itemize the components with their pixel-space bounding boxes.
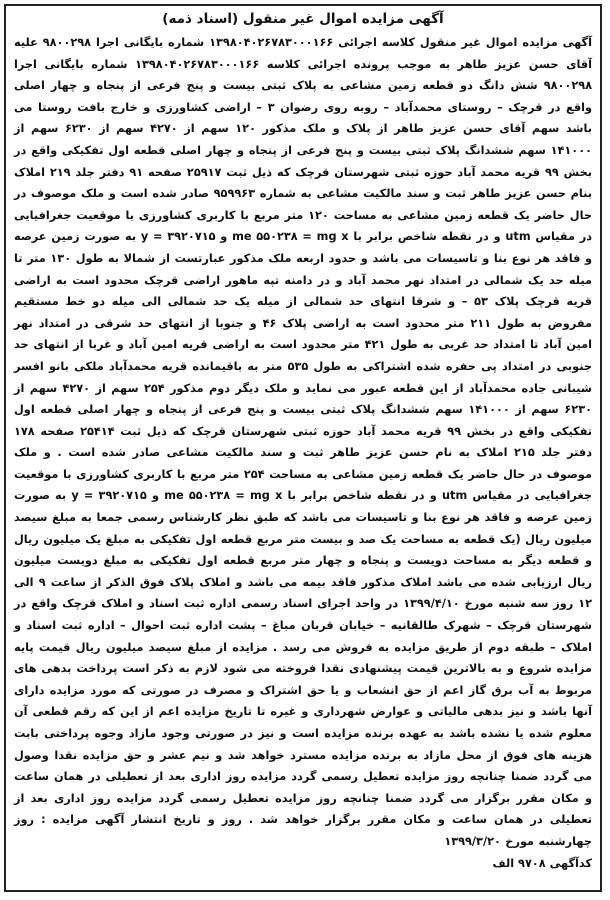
auction-notice — [4, 4, 602, 892]
notice-code: کدآگهی ۹۷۰۸ الف — [492, 856, 592, 870]
notice-title: آگهی مزایده اموال غیر منقول (اسناد ذمه) — [162, 11, 444, 27]
notice-body: آگهی مزایده اموال غیر منقول کلاسه اجرائی ۱۳۹۸۰۴۰۲۶۷۸۳۰۰۰۱۶۶ شماره بایگانی اجرا ۹۸۰۰۲۹۸ علیه آقای حسن عزیز طاهر به موجب پرونده اجرائی کلاسه ۱۳۹۸۰۴۰۲۶۷۸۳۰۰۰۱۶۶ شماره بایگانی اجرا ۹۸۰۰۲۹۸ شش دانگ دو قطعه زمین مشاعی به پلاک ثبتی بیست و پنج فرعی از پنجاه و چهار اصلی واقع در قرچک – روستای محمدآباد – روبه روی رضوان ۳ – اراضی کشاورزی و خارج بافت روستا می باشد سهم آقای حسن عزیز طاهر از پلاک و ملک مذکور ۱۲۰ سهم از ۴۲۷۰ سهم از ۶۲۳۰ سهم از ۱۴۱۰۰۰ سهم ششدانگ پلاک ثبتی بیست و پنج فرعی از پنجاه و چهار اصلی قطعه اول تفکیکی واقع در بخش ۹۹ قریه محمد آباد حوزه ثبتی شهرستان قرچک که ذیل ثبت ۲۵۹۱۷ صفحه ۹۱ دفتر جلد ۲۱۹ املاک بنام حسن عزیز طاهر ثبت و سند مالکیت مشاعی به شماره ۹۵۹۹۶۳ صادر شده است و ملک موصوف در حال حاضر یک قطعه زمین مشاعی به مساحت ۱۲۰ متر مربع با کاربری کشاورزی با موقعیت جغرافیایی در مقیاس utm و در نقطه شاخص برابر با me ۵۵۰۲۳۸ = mg x و ۳۹۲۰۷۱۵ = y به صورت زمین عرصه و فاقد هر نوع بنا و تاسیسات می باشد و حدود اربعه ملک مذکور عبارتست از شمالا به طول ۱۳۰ متر تا میله حد یک شمالی در امتداد نهر محمد آباد و در دامنه تپه ماهور اراضی قرچک محدود است به اراضی قریه قرچک پلاک ۵۳ – و شرقا انتهای حد شمالی از میله یک حد شمالی الی میله دو خط مستقیم مفروض به طول ۲۱۱ متر محدود است به اراضی پلاک ۴۶ و جنوبا از انتهای حد شرقی در امتداد نهر امین آباد تا امتداد حد غربی به طول ۴۲۱ متر محدود است به اراضی قریه امین آباد و غربا از انتهای حد جنوبی در امتداد پی حفره شده اشتراکی به طول ۵۳۵ متر به باقیمانده قریه محمدآباد ملکی بانو افسر شیبانی جاده محمدآباد از این قطعه عبور می نماید و ملک دیگر دوم مذکور ۲۵۴ سهم از ۴۲۷۰ سهم از ۶۲۳۰ سهم از ۱۴۱۰۰۰ سهم ششدانگ پلاک ثبتی بیست و پنج فرعی از پنجاه و چهار اصلی قطعه اول تفکیکی واقع در بخش ۹۹ قریه محمد آباد حوزه ثبتی شهرستان قرچک که ذیل ثبت ۲۵۴۱۴ صفحه ۱۷۸ دفتر جلد ۲۱۵ املاک به نام حسن عزیز طاهر ثبت و سند مالکیت مشاعی صادر شده است . و ملک موصوف در حال حاضر یک قطعه زمین مشاعی به مساحت ۲۵۴ متر مربع با کاربری کشاورزی با موقعیت جغرافیایی در مقیاس utm و در نقطه شاخص برابر با me ۵۵۰۲۳۸ = mg x و ۳۹۲۰۷۱۵ = y به صورت زمین عرصه و فاقد هر نوع بنا و تاسیسات می باشد که طبق نظر کارشناس رسمی جمعا به مبلغ سیصد میلیون ریال (یک قطعه به مساحت یک صد و بیست متر مربع قطعه اول تفکیکی به مبلغ یک میلیون ریال و قطعه دیگر به مساحت دویست و پنجاه و چهار متر مربع قطعه اول تفکیکی به مبلغ دویست میلیون ریال ارزیابی شده می باشد املاک مذکور فاقد بیمه می باشد و املاک پلاک فوق الذکر از ساعت ۹ الی ۱۲ روز سه شنبه مورخ ۱۳۹۹/۴/۱۰ در واحد اجرای اسناد رسمی اداره ثبت اسناد و املاک قرچک واقع در شهرستان قرچک – شهرک طالقانیه – خیابان قربان مباغ – پشت اداره ثبت احوال – اداره ثبت اسناد و املاک – طبقه دوم از طریق مزایده به فروش می رسد . مزایده از مبلغ سیصد میلیون ریال قیمت پایه مزایده شروع و به بالاترین قیمت پیشنهادی نقدا فروخته می شود لازم به ذکر است پرداخت بدهی های مربوط به آب برق گاز اعم از حق انشعاب و یا حق اشتراک و مصرف در صورتی که مورد مزایده دارای آنها باشد و نیز بدهی مالیاتی و عوارض شهرداری و غیره تا تاریخ مزایده اعم از این که رقم قطعی آن معلوم شده یا نشده باشد به عهده برنده مزایده است و نیز در صورتی وجود مازاد وجوه پرداختی بابت هزینه های فوق از محل مازاد به برنده مزایده مسترد خواهد شد و نیم عشر و حق مزایده نقدا وصول می گردد ضمنا چنانچه روز مزایده تعطیل رسمی گردد مزایده روز اداری بعد از تعطیلی در همان ساعت و مکان مقرر برگزار می گردد ضمنا چنانچه روز مزایده تعطیل رسمی گردد مزایده روز اداری بعد از تعطیلی در همان ساعت و مکان مقرر برگزار خواهد شد . روز و تاریخ انتشار آگهی مزایده : روز چهارشنبه مورخ ۱۳۹۹/۳/۲۰ — [14, 36, 593, 848]
